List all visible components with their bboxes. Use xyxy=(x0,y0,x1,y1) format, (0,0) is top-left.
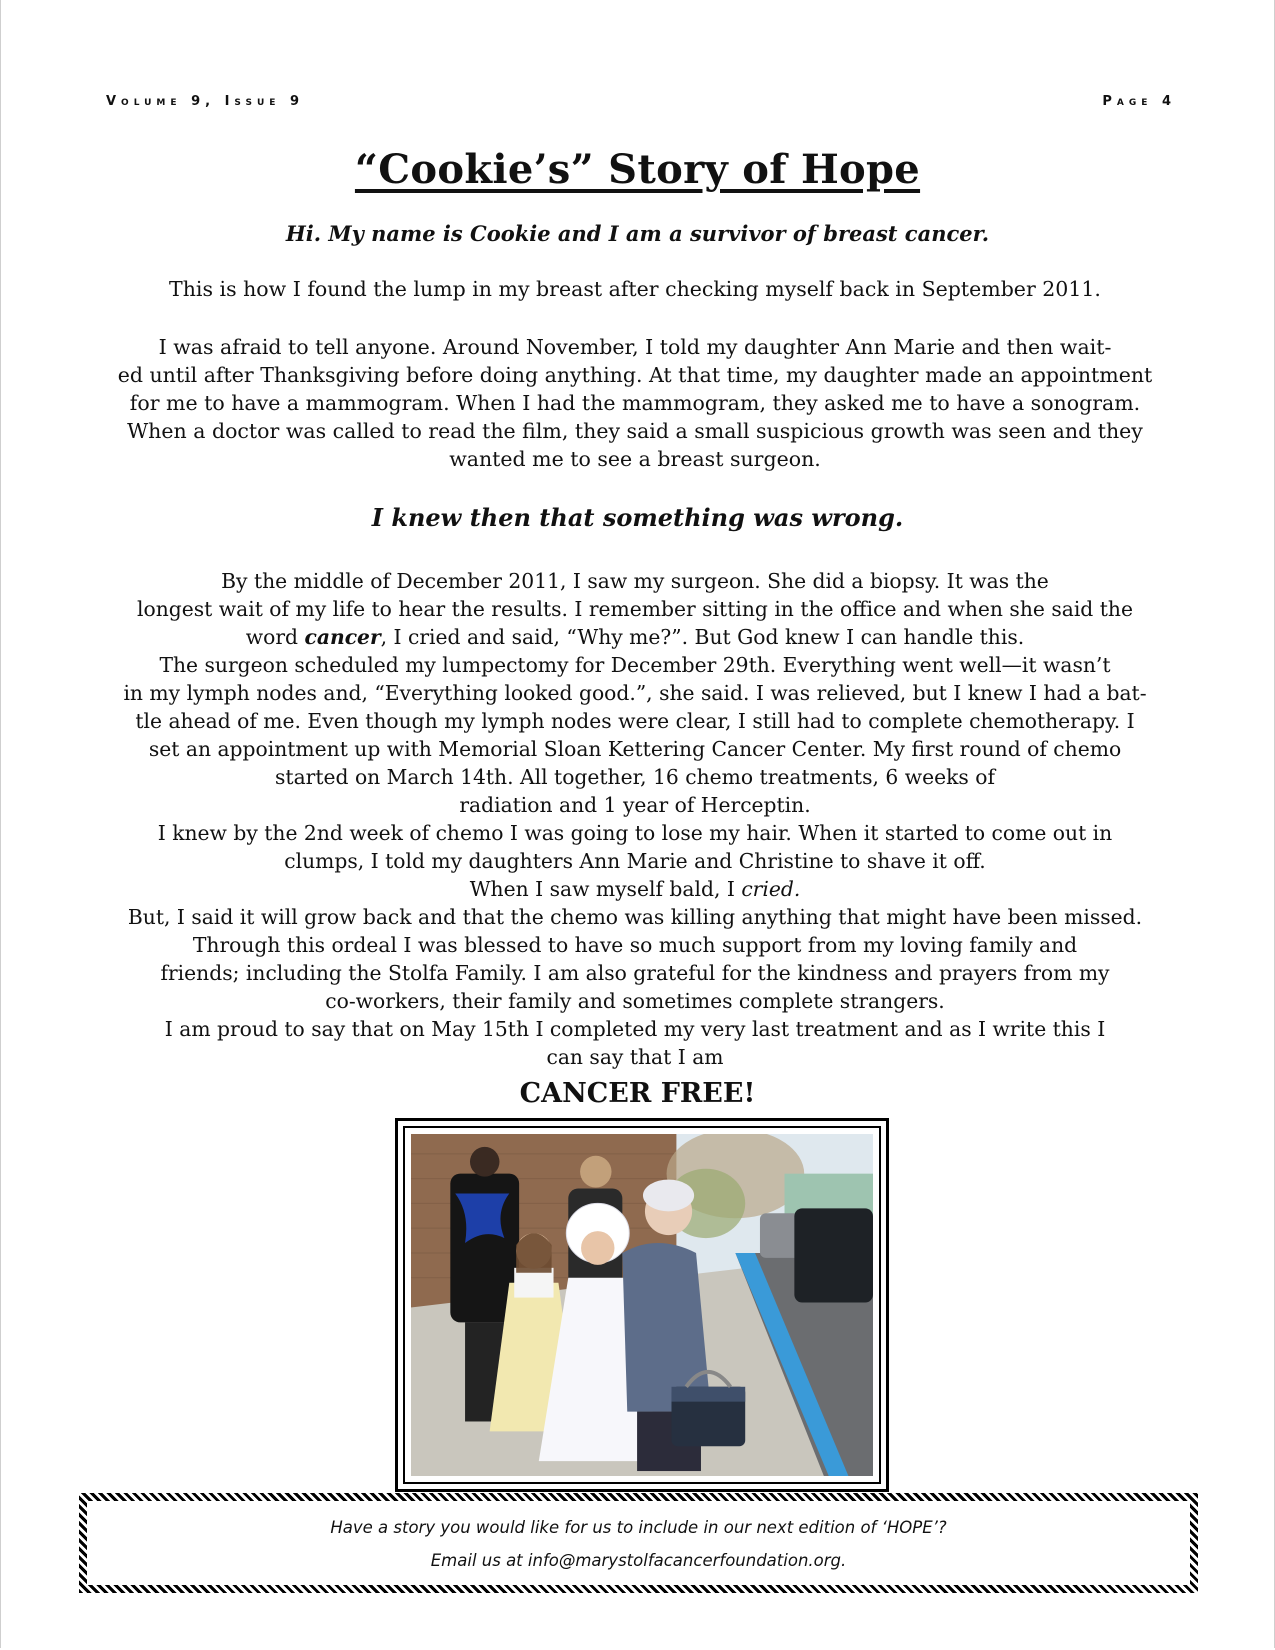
family-photo xyxy=(411,1134,873,1476)
text-line: wanted me to see a breast surgeon. xyxy=(449,447,821,471)
text-line xyxy=(85,623,1185,651)
footer-callout-inner xyxy=(87,1501,1190,1585)
text-segment: word xyxy=(245,625,305,649)
text-line: But, I said it will grow back and that the chemo was killing anything that might have been missed. xyxy=(127,905,1143,929)
photo-frame xyxy=(395,1118,889,1492)
paragraph-3 xyxy=(85,567,1185,1071)
text-line: radiation and 1 year of Herceptin. xyxy=(459,793,811,817)
text-line: for me to have a mammogram. When I had the mammogram, they asked me to have a sonogram. xyxy=(129,391,1141,415)
text-line: clumps, I told my daughters Ann Marie and Christine to shave it off. xyxy=(284,849,986,873)
text-line: The surgeon scheduled my lumpectomy for December 29th. Everything went well—it wasn’t xyxy=(159,653,1111,677)
page-header xyxy=(106,94,1176,114)
text-segment: , I cried and said, “Why me?”. But God knew I can handle this. xyxy=(380,625,1025,649)
text-line: co-workers, their family and sometimes complete strangers. xyxy=(325,989,945,1013)
text-line: started on March 14th. All together, 16 chemo treatments, 6 weeks of xyxy=(275,765,995,789)
emphasis-cried: cried. xyxy=(741,877,801,901)
emphasis-cancer: cancer xyxy=(304,625,381,649)
text-segment: When I saw myself bald, I xyxy=(469,877,742,901)
text-line: I knew by the 2nd week of chemo I was going to lose my hair. When it started to come out in xyxy=(157,821,1113,845)
family-photo-illustration xyxy=(411,1134,873,1476)
paragraph-1: This is how I found the lump in my breast after checking myself back in September 2011. xyxy=(169,277,1101,301)
article-intro: Hi. My name is Cookie and I am a survivor of breast cancer. xyxy=(285,221,990,246)
text-line: tle ahead of me. Even though my lymph nodes were clear, I still had to complete chemotherapy. I xyxy=(135,709,1135,733)
text-line: can say that I am xyxy=(546,1045,724,1069)
section-heading: I knew then that something was wrong. xyxy=(371,503,904,532)
text-line: By the middle of December 2011, I saw my surgeon. She did a biopsy. It was the xyxy=(221,569,1049,593)
paragraph-2 xyxy=(85,333,1185,473)
text-line: Through this ordeal I was blessed to have so much support from my loving family and xyxy=(192,933,1078,957)
text-line: friends; including the Stolfa Family. I am also grateful for the kindness and prayers from my xyxy=(160,961,1110,985)
footer-prompt: Have a story you would like for us to include in our next edition of ‘HOPE’? xyxy=(330,1518,947,1537)
text-line: ed until after Thanksgiving before doing anything. At that time, my daughter made an appointment xyxy=(117,363,1153,387)
footer-email[interactable]: Email us at info@marystolfacancerfoundation.org. xyxy=(430,1551,847,1570)
cancer-free-heading: CANCER FREE! xyxy=(519,1078,756,1109)
text-line: When a doctor was called to read the film, they said a small suspicious growth was seen and they xyxy=(127,419,1143,443)
text-line: I was afraid to tell anyone. Around November, I told my daughter Ann Marie and then wait- xyxy=(158,335,1112,359)
text-line: in my lymph nodes and, “Everything looked good.”, she said. I was relieved, but I knew I had a bat- xyxy=(123,681,1147,705)
text-line xyxy=(85,875,1185,903)
photo-inner-border xyxy=(403,1126,881,1484)
text-line: I am proud to say that on May 15th I completed my very last treatment and as I write this I xyxy=(164,1017,1106,1041)
text-line: set an appointment up with Memorial Sloan Kettering Cancer Center. My first round of chemo xyxy=(148,737,1122,761)
footer-callout xyxy=(79,1493,1198,1593)
volume-issue: Volume 9, Issue 9 xyxy=(106,94,304,109)
page-number: Page 4 xyxy=(1102,94,1176,109)
text-line: longest wait of my life to hear the results. I remember sitting in the office and when she said the xyxy=(137,597,1133,621)
article-title: “Cookie’s” Story of Hope xyxy=(354,146,921,193)
